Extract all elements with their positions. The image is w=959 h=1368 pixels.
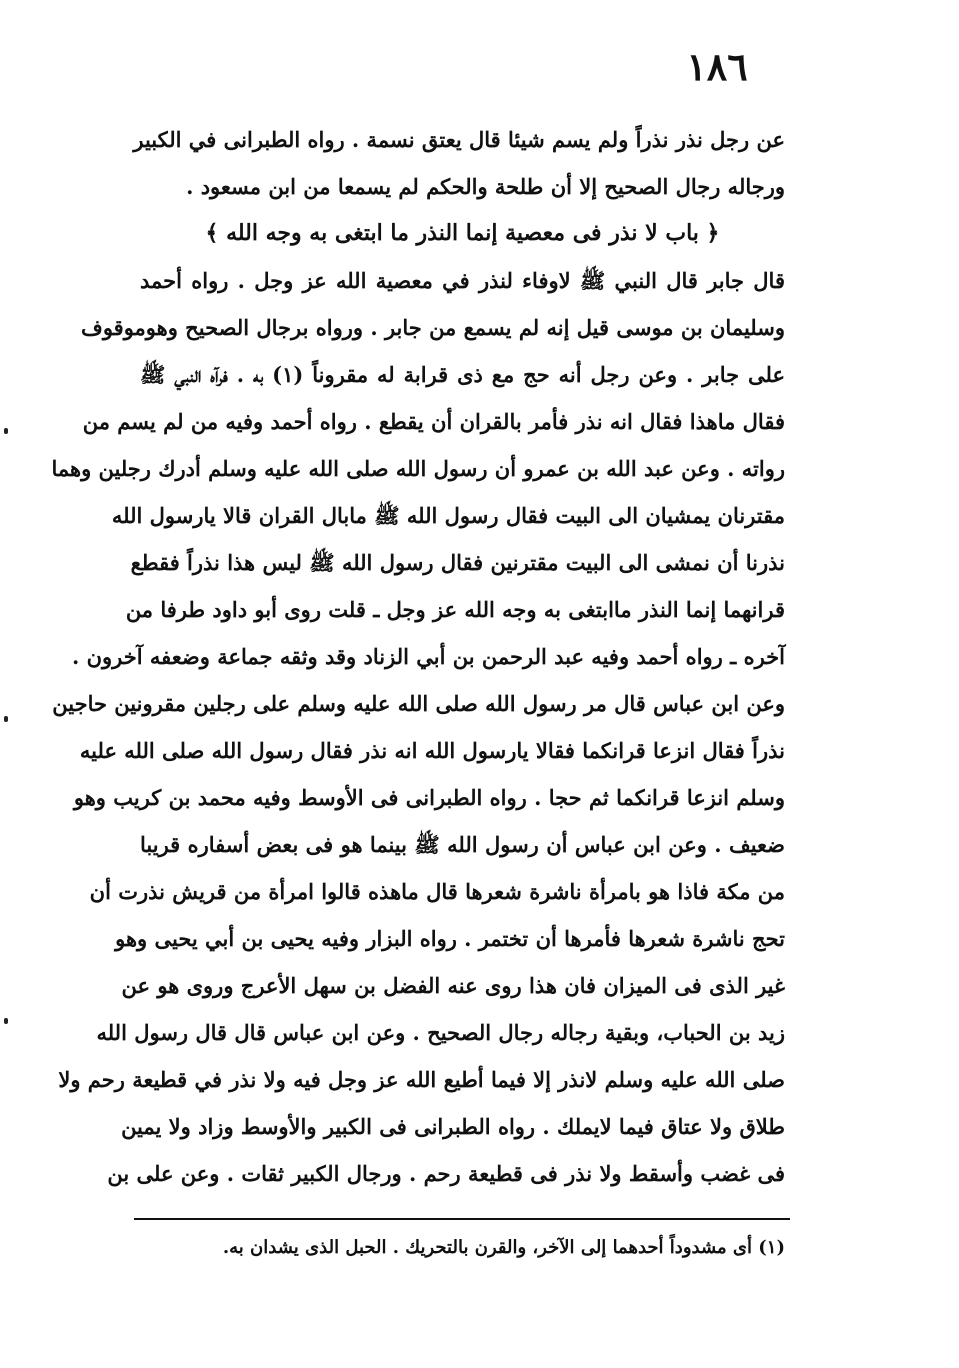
text-line: نذراً فقال انزعا قرانكما فقالا يارسول الله انه نذر فقال رسول الله صلى الله عليه (79, 738, 785, 763)
body-text (51, 116, 785, 1197)
text-line: نذرنا أن نمشى الى البيت مقترنين فقال رسول الله ﷺ ليس هذا نذراً فقطع (130, 550, 785, 575)
text-line: غير الذى فى الميزان فان هذا روى عنه الفضل بن سهل الأعرج وروى هو عن (121, 973, 785, 998)
text-line: من مكة فاذا هو بامرأة ناشرة شعرها قال ماهذه قالوا امرأة من قريش نذرت أن (89, 879, 785, 904)
footnote: (١) أى مشدوداً أحدهما إلى الآخر، والقرن بالتحريك . الحبل الذى يشدان به. (222, 1237, 785, 1258)
text-line: عن رجل نذر نذراً ولم يسم شيئا قال يعتق نسمة . رواه الطبرانى في الكبير (133, 127, 785, 152)
text-line: رواته . وعن عبد الله بن عمرو أن رسول الله صلى الله عليه وسلم أدرك رجلين وهما (51, 456, 785, 481)
text-line: وسلم انزعا قرانكما ثم حجا . رواه الطبرانى فى الأوسط وفيه محمد بن كريب وهو (73, 785, 785, 810)
text-line: على جابر . وعن رجل أنه حج مع ذى قرابة له مقروناً (١) به . فرآه النبي ﷺ (140, 362, 785, 387)
text-line: مقترنان يمشيان الى البيت فقال رسول الله ﷺ مابال القران قالا يارسول الله (111, 503, 785, 528)
text-line: فى غضب وأسقط ولا نذر فى قطيعة رحم . ورجال الكبير ثقات . وعن على بن (107, 1161, 785, 1186)
text-line: ورجاله رجال الصحيح إلا أن طلحة والحكم لم يسمعا من ابن مسعود . (186, 174, 785, 199)
footnote-divider (134, 1218, 790, 1220)
text-line: قرانهما إنما النذر ماابتغى به وجه الله عز وجل ـ قلت روى أبو داود طرفا من (125, 597, 785, 622)
text-line: وسليمان بن موسى قيل إنه لم يسمع من جابر . ورواه برجال الصحيح وهوموقوف (81, 315, 785, 340)
text-line: تحج ناشرة شعرها فأمرها أن تختمر . رواه البزار وفيه يحيى بن أبي يحيى وهو (115, 926, 785, 951)
margin-mark (4, 428, 8, 434)
text-line: زيد بن الحباب، وبقية رجاله رجال الصحيح . وعن ابن عباس قال قال رسول الله (96, 1020, 785, 1045)
margin-mark (4, 1018, 8, 1024)
page-number: ١٨٦ (686, 44, 748, 89)
margin-mark (4, 716, 8, 722)
text-line: صلى الله عليه وسلم لانذر إلا فيما أطيع الله عز وجل فيه ولا نذر في قطيعة رحم ولا (58, 1067, 785, 1092)
chapter-heading: ﴿ باب لا نذر فى معصية إنما النذر ما ابتغى به وجه الله ﴾ (205, 220, 720, 246)
text-line: ضعيف . وعن ابن عباس أن رسول الله ﷺ بينما هو فى بعض أسفاره قريبا (140, 832, 785, 857)
text-line: آخره ـ رواه أحمد وفيه عبد الرحمن بن أبي الزناد وقد وثقه جماعة وضعفه آخرون . (72, 644, 785, 669)
text-line: فقال ماهذا فقال انه نذر فأمر بالقران أن يقطع . رواه أحمد وفيه من لم يسم من (82, 409, 785, 434)
text-line: وعن ابن عباس قال مر رسول الله صلى الله عليه وسلم على رجلين مقرونين حاجين (52, 691, 785, 716)
text-line: قال جابر قال النبي ﷺ لاوفاء لنذر في معصية الله عز وجل . رواه أحمد (140, 268, 785, 293)
text-line: طلاق ولا عتاق فيما لايملك . رواه الطبرانى فى الكبير والأوسط وزاد ولا يمين (121, 1114, 785, 1139)
